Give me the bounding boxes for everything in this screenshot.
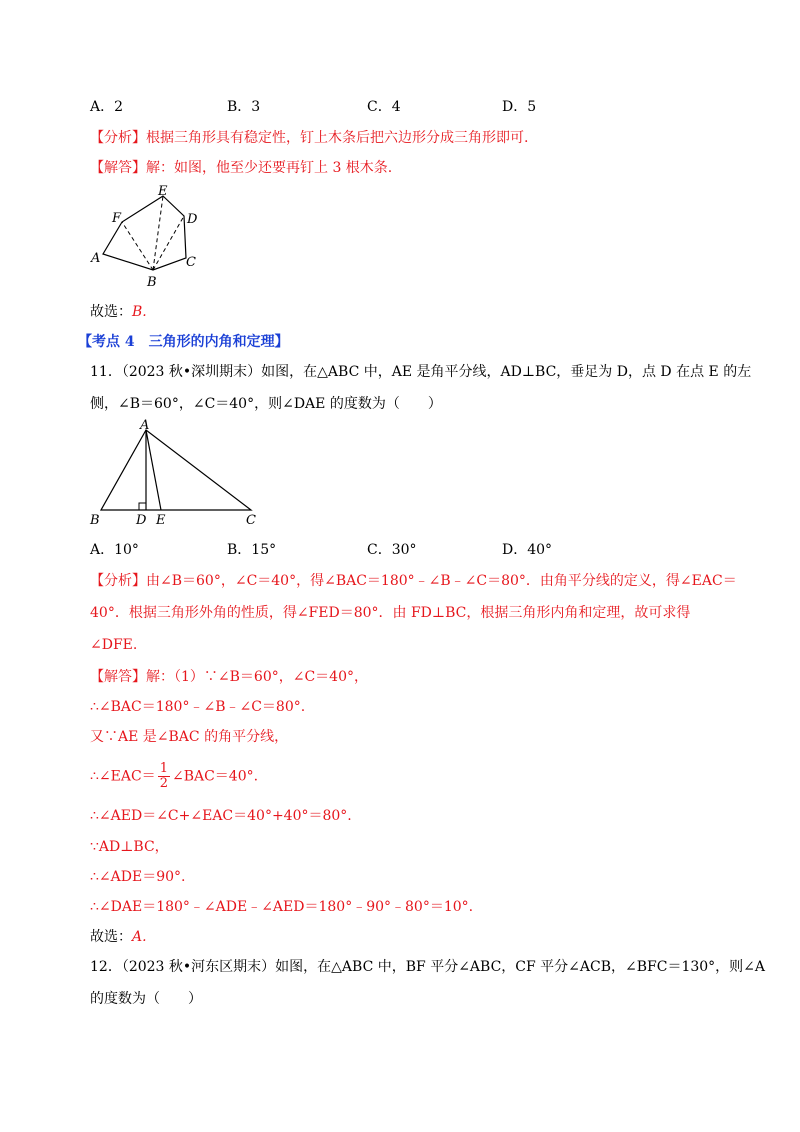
fraction-one-half (158, 762, 170, 791)
right-angle-mark (139, 503, 146, 510)
q12-stem-line1 (90, 957, 765, 977)
choice-answer: B. (132, 304, 147, 320)
analysis-text: 根据三角形具有稳定性，钉上木条后把六边形分成三角形即可. (146, 130, 529, 146)
analysis-text: 由∠B＝60°，∠C＝40°，得∠BAC＝180°﹣∠B﹣∠C＝80°．由角平分线的定义，得∠EAC＝ (146, 573, 737, 589)
answer-tag: 【解答】 (90, 160, 146, 176)
q10-option-a: A．2 (90, 99, 124, 115)
stem-text: （2023 秋•河东区期末）如图，在△ABC 中，BF 平分∠ABC，CF 平分∠ACB，∠BFC＝130°，则∠A (121, 959, 766, 975)
q10-choice (90, 302, 147, 322)
label-f: F (112, 211, 122, 226)
label-d: D (187, 212, 198, 227)
label-c: C (246, 513, 256, 528)
dashed-be (153, 196, 163, 270)
q11-option-b: B．15° (227, 542, 277, 558)
answer-prefix: ∴∠EAC＝ (90, 768, 156, 785)
choice-prefix: 故选： (90, 304, 132, 320)
q11-analysis-line1 (90, 571, 737, 591)
q10-option-b: B．3 (227, 99, 261, 115)
q11-analysis-line3: ∠DFE. (90, 637, 138, 653)
label-c: C (186, 255, 196, 270)
analysis-tag: 【分析】 (90, 130, 146, 146)
label-d: D (136, 513, 147, 528)
label-b: B (147, 275, 157, 290)
label-a: A (140, 418, 150, 433)
q11-analysis-line2: 40°．根据三角形外角的性质，得∠FED＝80°．由 FD⊥BC，根据三角形内角和定理，故可求得 (90, 605, 691, 621)
triangle-figure (86, 418, 266, 530)
answer-suffix: ∠BAC＝40°. (171, 768, 259, 785)
question-number: 11． (90, 364, 122, 380)
dashed-bf (122, 222, 153, 270)
bisector-ae (146, 430, 161, 510)
label-b: B (90, 513, 100, 528)
q12-stem-line2: 的度数为（ ） (90, 991, 202, 1007)
fraction-numerator: 1 (159, 761, 168, 776)
hexagon-outline (103, 196, 186, 270)
analysis-tag: 【分析】 (90, 573, 146, 589)
q11-stem-line2: 侧，∠B＝60°，∠C＝40°，则∠DAE 的度数为（ ） (90, 396, 442, 412)
triangle-abc (101, 430, 251, 510)
label-a: A (91, 251, 101, 266)
answer-text: 解：（1）∵∠B＝60°，∠C＝40°， (146, 669, 368, 685)
q11-answer-line3: 又∵AE 是∠BAC 的角平分线， (90, 729, 289, 745)
q11-answer-line1 (90, 667, 368, 687)
choice-prefix: 故选： (90, 929, 132, 945)
q10-option-d: D．5 (502, 99, 537, 115)
q10-option-c: C．4 (367, 99, 401, 115)
label-e: E (158, 184, 168, 199)
answer-tag: 【解答】 (90, 669, 146, 685)
q10-analysis (90, 128, 528, 148)
q11-answer-line2: ∴∠BAC＝180°﹣∠B﹣∠C＝80°. (90, 699, 306, 715)
q11-stem-line1 (90, 362, 751, 382)
label-e: E (156, 513, 166, 528)
answer-text: 解：如图，他至少还要再钉上 3 根木条. (146, 160, 393, 176)
q11-answer-line5: ∴∠AED＝∠C+∠EAC＝40°+40°＝80°. (90, 808, 352, 824)
q11-option-a: A．10° (90, 542, 139, 558)
section-title: 【考点 4 三角形的内角和定理】 (78, 334, 289, 350)
q11-choice (90, 927, 147, 947)
hexagon-figure (86, 182, 216, 294)
q11-option-d: D．40° (502, 542, 553, 558)
q10-answer (90, 158, 392, 178)
fraction-denominator: 2 (159, 776, 168, 791)
q11-answer-line4 (90, 762, 258, 791)
q11-answer-line7: ∴∠ADE＝90°. (90, 869, 186, 885)
q11-option-c: C．30° (367, 542, 417, 558)
dashed-bd (153, 216, 184, 270)
choice-answer: A. (132, 929, 147, 945)
q11-answer-line6: ∵AD⊥BC， (90, 839, 169, 855)
q11-answer-line8: ∴∠DAE＝180°﹣∠ADE﹣∠AED＝180°﹣90°﹣80°＝10°. (90, 899, 474, 915)
stem-text: （2023 秋•深圳期末）如图，在△ABC 中，AE 是角平分线，AD⊥BC，垂足为 D，点 D 在点 E 的左 (121, 364, 752, 380)
question-number: 12． (90, 959, 122, 975)
